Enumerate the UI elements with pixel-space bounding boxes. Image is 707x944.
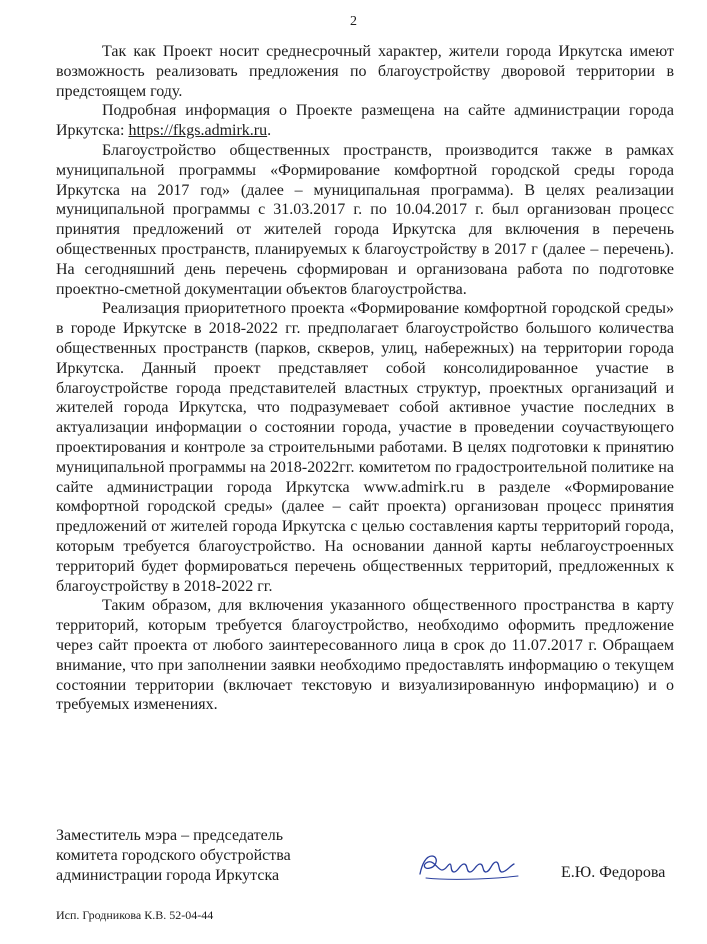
signature-block — [56, 826, 676, 886]
paragraph-4: Реализация приоритетного проекта «Формирование комфортной городской среды» в городе Иркутске в 2018-2022 гг. предполагает благоустройство большого количества общественных пространств (парков, скверов, улиц, набережных) на территории города Иркутска. Данный проект представляет собой консолидированное участие в благоустройстве города представителей властных структур, проектных организаций и жителей города Иркутска, что подразумевает собой активное участие последних в актуализации информации о состоянии города, участие в проведении соучаствующего проектирования и контроле за строительными работами. В целях подготовки к принятию муниципальной программы на 2018-2022гг. комитетом по градостроительной политике на сайте администрации города Иркутска www.admirk.ru в разделе «Формирование комфортной городской среды» (далее – сайт проекта) организован процесс принятия предложений от жителей города Иркутска с целью составления карты территорий города, которым требуется благоустройство. На основании данной карты неблагоустроенных территорий будет формироваться перечень общественных территорий, предложенных к благоустройству в 2018-2022 гг. — [56, 300, 674, 595]
signer-name: Е.Ю. Федорова — [561, 864, 666, 881]
signer-title-line: Заместитель мэра – председатель — [56, 827, 284, 844]
page-number: 2 — [350, 14, 357, 29]
paragraph-1: Так как Проект носит среднесрочный характер, жители города Иркутска имеют возможность реализовать предложения по благоустройству дворовой территории в предстоящем году. — [56, 43, 674, 100]
paragraph-5: Таким образом, для включения указанного общественного пространства в карту территорий, которым требуется благоустройство, необходимо оформить предложение через сайт проекта от любого заинтересованного лица в срок до 11.07.2017 г. Обращаем внимание, что при заполнении заявки необходимо предоставлять информацию о текущем состоянии территории (включает текстовую и визуализированную информацию) и о требуемых изменениях. — [56, 597, 674, 714]
paragraph-2 — [56, 101, 674, 141]
executor-note: Исп. Гродникова К.В. 52-04-44 — [56, 908, 214, 922]
signer-title-line: комитета городского обустройства — [56, 846, 291, 864]
signer-title — [56, 826, 336, 885]
handwritten-signature — [414, 850, 524, 884]
paragraph-2-end: . — [267, 122, 272, 140]
letter-body — [56, 42, 674, 715]
paragraph-2-text: Подробная информация о Проекте размещена на сайте администрации города Иркутска: — [56, 102, 674, 140]
project-website-link[interactable]: https://fkgs.admirk.ru — [128, 122, 268, 140]
paragraph-3: Благоустройство общественных пространств, производится также в рамках муниципальной программы «Формирование комфортной городской среды города Иркутска на 2017 год» (далее – муниципальная программа). В целях реализации муниципальной программы с 31.03.2017 г. по 10.04.2017 г. был организован процесс принятия предложений от жителей города Иркутска для включения в перечень общественных пространств, планируемых к благоустройству в 2017 г (далее – перечень). На сегодняшний день перечень сформирован и организована работа по подготовке проектно-сметной документации объектов благоустройства. — [56, 141, 674, 298]
signer-title-line: администрации города Иркутска — [56, 866, 280, 884]
